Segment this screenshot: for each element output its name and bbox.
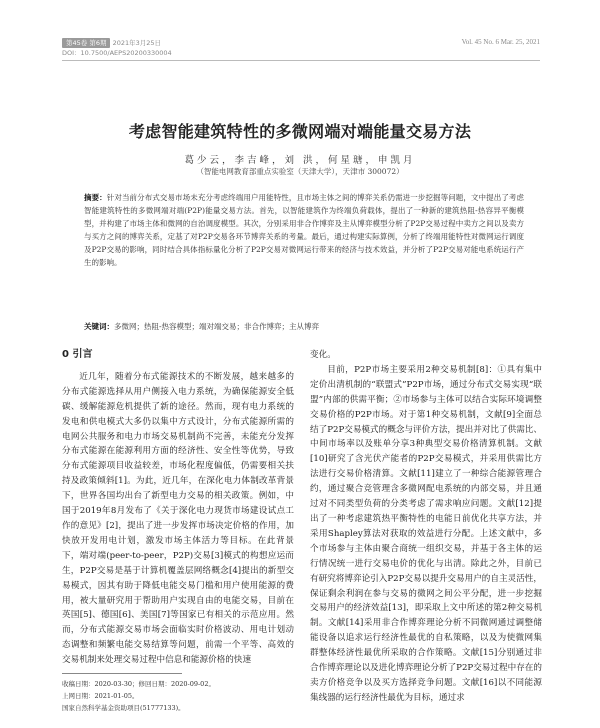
section-heading-introduction: 0 引言: [62, 349, 93, 360]
abstract-text: 针对当前分布式交易市场未充分考虑终端用户用能特性，且市场主体之间的博弈关系仍需进一步挖掘等问题，文中提出了考虑智能建筑特性的多微网端对端(P2P)能量交易方法。首先，以智能建筑作为终端负荷载体，提出了一种新的建筑热阻-热容异平衡模型，并构建了市场主体和微网的自治调度模型。其次，分别采用非合作博弈及主从博弈模型分析了P2P交易过程中卖方之间以及卖方与买方之间的博弈关系，定基了对P2P交易各环节博弈关系的考量。最后，通过构建实际算例，分析了终端用能特性对微网运行调度及P2P交易的影响，同时结合具体指标量化分析了P2P交易对微网运行带来的经济与技术效益，并分析了P2P交易对能电系统运行产生的影响。: [84, 193, 524, 267]
footnote-divider: [62, 673, 182, 674]
doi[interactable]: DOI：10.7500/AEPS20200330004: [62, 49, 172, 57]
journal-volume-english: Vol. 45 No. 6 Mar. 25, 2021: [461, 38, 540, 46]
keywords: [84, 320, 524, 333]
p2p-mechanism-paragraph: 目前，P2P市场主要采用2种交易机制[8]：①具有集中定价出清机制的“联盟式”P2P市场，通过分布式交易实现“联盟”内部的供需平衡；②市场参与主体可以结合实际环境调整交易价格的P2P市场。对于第1种交易机制，文献[9]全面总结了P2P交易模式的概念与评价方法，提出并对比了供需比、中间市场率以及账单分享3种典型交易价格清算机制。文献[10]研究了含光伏产能者的P2P交易模式，并采用供需比方法进行交易价格清算。文献[11]建立了一种综合能源管理合约，通过聚合竞管理含多微网配电系统的内部交易，并且通过对不同类型负荷的分类考虑了需求响应问题。文献[12]提出了一种考虑建筑热平衡特性的电能日前优化共享方法，并采用Shapley算法对获取的效益进行分配。上述文献中，多个市场参与主体由聚合商统一组织交易，并基于各主体的运行情况统一进行交易电价的优化与出清。除此之外，目前已有研究将博弈论引入P2P交易以提升交易用户的自主灵活性，保证剩余利润在参与交易的微网之间公平分配，进一步挖掘交易用户的经济效益[13]，即采取上文中所述的第2种交易机制。文献[14]采用非合作博弈理论分析不同微网通过调整储能设备以追求运行经济性最优的自私策略，以及为使微网集群整体经济性最优所采取的合作策略。文献[15]分别通过非合作博弈理论以及进化博弈理论分析了P2P交易过程中存在的卖方价格竞争以及买方选择竞争问题。文献[16]以不同能源集线器的运行经济性最优为目标，通过求: [310, 364, 542, 703]
abstract-label: 摘要：: [84, 193, 107, 202]
paper-title: 考虑智能建筑特性的多微网端对端能量交易方法: [128, 122, 472, 141]
volume-issue-badge: 第45卷 第6期: [62, 38, 110, 48]
abstract: [84, 191, 524, 269]
keywords-label: 关键词：: [84, 322, 114, 331]
author-list: 葛少云，李吉峰，刘 洪，何星瑭，申凯月: [184, 155, 416, 166]
keywords-text: 多微网；热阻-热容模型；端对端交易；非合作博弈；主从博弈: [114, 322, 320, 331]
continued-text: 变化。: [310, 350, 336, 360]
footnote-online: 上网日期：2021-01-05。: [62, 692, 139, 700]
footnotes: [62, 678, 302, 714]
journal-issue-header: [62, 38, 172, 58]
intro-paragraph: 近几年，随着分布式能源技术的不断发展，越来越多的分布式能源选择从用户侧接入电力系统，为确保能源安全低碳、缓解能源危机提供了新的途径。然而，现有电力系统的发电和供电模式大多仍以集中方式设计，分布式能源所需的电网公共服务和电力市场交易机制尚不完善，未能充分发挥分布式能源在能源利用方面的经济性、安全性等优势，导致分布式能源项目收益较差，市场化程度偏低，仍需要相关扶持及政策倾斜[1]。为此，近几年，在深化电力体制改革背景下，世界各国均出台了新型电力交易的相关政策。例如，中国于2019年8月发布了《关于深化电力现货市场建设试点工作的意见》[2]，提出了进一步发挥市场决定价格的作用，加快放开发用电计划，激发市场主体活力等目标。在此背景下，端对端(peer-to-peer，P2P)交易[3]模式的构想应运而生，P2P交易是基于计算机覆盖层网络概念[4]提出的新型交易模式，因其有助于降低电能交易门槛和用户使用能源的费用，被大量研究用于帮助用户实现自由的电能交易，目前在英国[5]、德国[6]、美国[7]等国家已有相关的示范应用。然而，分布式能源交易市场会面临实时价格波动、用电计划动态调整和频繁电能交易结算等问题，前需一个平等、高效的交易机制来处理交易过程中信息和能源价格的快速: [62, 371, 294, 666]
footnote-received: 收稿日期：2020-03-30；修回日期：2020-09-02。: [62, 680, 215, 688]
right-column: [310, 348, 542, 706]
affiliation: （智能电网教育部重点实验室（天津大学），天津市 300072）: [196, 167, 404, 176]
header-divider: [62, 60, 540, 61]
footnote-funding: 国家自然科学基金资助项目(51777133)。: [62, 704, 185, 712]
left-column: [62, 348, 294, 668]
issue-date: 2021年3月25日: [112, 39, 162, 47]
